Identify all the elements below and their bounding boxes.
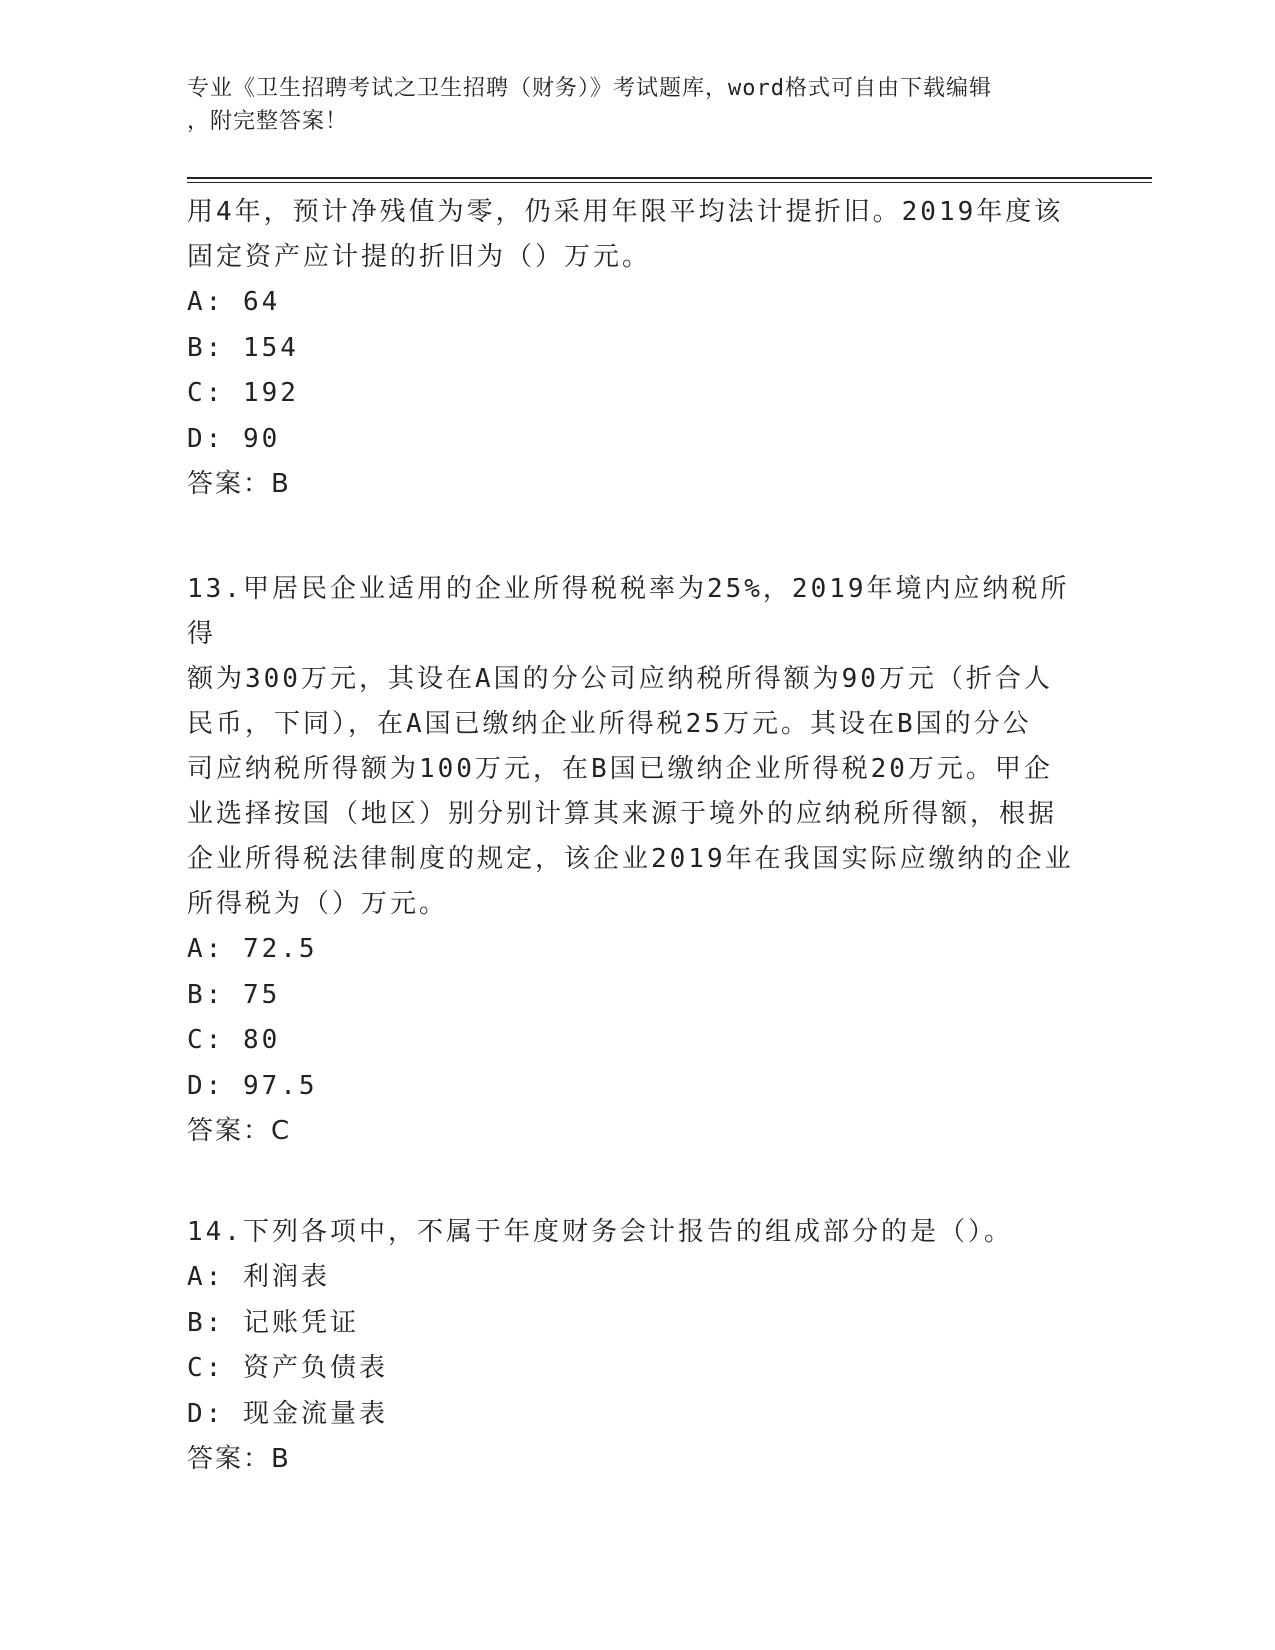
answer-line: 答案：B [187,469,291,499]
question-12 [187,190,1087,507]
option-b: B: 75 [187,979,281,1010]
question-stem-line: 13.甲居民企业适用的企业所得税税率为25%，2019年境内应纳税所得 [187,574,1070,649]
question-stem-line: 民币，下同），在A国已缴纳企业所得税25万元。其设在B国的分公 [187,709,1032,739]
option-a: A: 利润表 [187,1262,330,1292]
option-b: B: 记账凭证 [187,1307,359,1338]
question-stem-line: 业选择按国（地区）别分别计算其来源于境外的应纳税所得额，根据 [187,799,1058,829]
question-list [187,190,1087,1482]
question-stem-line: 用4年，预计净残值为零，仍采用年限平均法计提折旧。2019年度该 [187,197,1064,227]
header-divider-thick [187,177,1152,179]
option-d: D: 90 [187,423,281,454]
option-d: D: 现金流量表 [187,1398,388,1429]
option-c: C: 资产负债表 [187,1353,388,1383]
option-b: B: 154 [187,332,299,363]
option-a: A: 72.5 [187,934,318,964]
option-a: A: 64 [187,287,281,317]
question-stem-line: 固定资产应计提的折旧为（）万元。 [187,242,652,272]
question-stem-line: 企业所得税法律制度的规定，该企业2019年在我国实际应缴纳的企业 [187,844,1074,874]
header-line-2: ，附完整答案！ [187,109,349,134]
question-stem-line: 额为300万元，其设在A国的分公司应纳税所得额为90万元（折合人 [187,664,1053,694]
option-c: C: 80 [187,1025,281,1055]
header-divider-thin [187,182,1152,183]
answer-line: 答案：B [187,1444,291,1474]
question-13 [187,567,1087,1154]
header-line-1: 专业《卫生招聘考试之卫生招聘（财务）》考试题库，word格式可自由下载编辑 [187,76,992,101]
page-header [187,72,1067,138]
answer-line: 答案：C [187,1116,292,1146]
question-stem-line: 14.下列各项中，不属于年度财务会计报告的组成部分的是（）。 [187,1217,1013,1247]
spacer [187,507,1087,567]
question-stem-line: 司应纳税所得额为100万元，在B国已缴纳企业所得税20万元。甲企 [187,754,1053,784]
question-14 [187,1210,1087,1482]
question-stem-line: 所得税为（）万元。 [187,889,449,919]
spacer [187,1154,1087,1210]
option-d: D: 97.5 [187,1070,318,1101]
option-c: C: 192 [187,378,299,408]
